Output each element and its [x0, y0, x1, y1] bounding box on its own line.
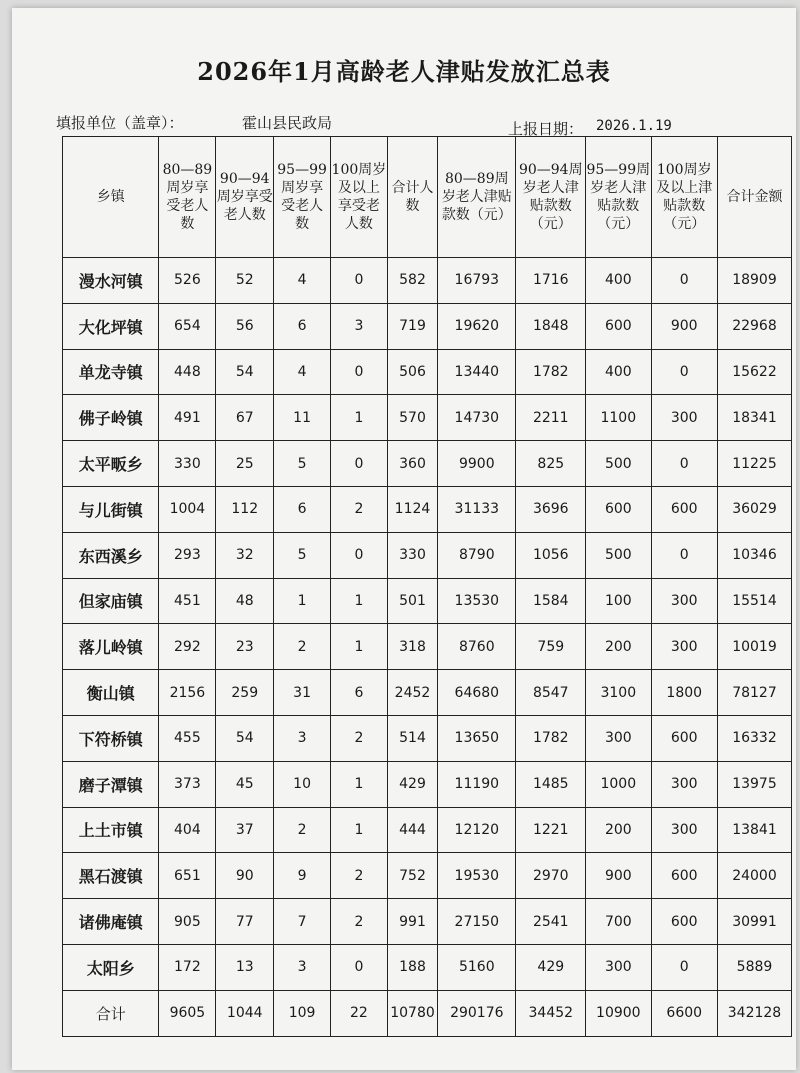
total-row	[63, 990, 792, 1036]
value-cell: 109	[274, 990, 331, 1036]
value-cell: 429	[516, 944, 586, 990]
town-name-cell: 上土市镇	[63, 807, 159, 853]
unit-label: 填报单位（盖章）：	[56, 114, 184, 132]
value-cell: 1485	[516, 761, 586, 807]
value-cell: 570	[387, 395, 437, 441]
value-cell: 3	[274, 715, 331, 761]
table-row	[63, 807, 792, 853]
town-name-cell: 下符桥镇	[63, 715, 159, 761]
value-cell: 4	[274, 349, 331, 395]
header-95-99-count: 95—99周岁享受老人数	[274, 137, 331, 258]
value-cell: 330	[159, 441, 216, 487]
value-cell: 23	[216, 624, 274, 670]
header-90-94-count: 90—94周岁享受老人数	[216, 137, 274, 258]
value-cell: 651	[159, 853, 216, 899]
value-cell: 7	[274, 899, 331, 945]
town-name-cell: 单龙寺镇	[63, 349, 159, 395]
value-cell: 1	[331, 578, 388, 624]
table-row	[63, 944, 792, 990]
value-cell: 27150	[438, 899, 516, 945]
table-row	[63, 303, 792, 349]
value-cell: 455	[159, 715, 216, 761]
value-cell: 1	[331, 807, 388, 853]
value-cell: 501	[387, 578, 437, 624]
value-cell: 52	[216, 258, 274, 304]
value-cell: 514	[387, 715, 437, 761]
value-cell: 54	[216, 715, 274, 761]
town-name-cell: 东西溪乡	[63, 532, 159, 578]
value-cell: 10019	[717, 624, 791, 670]
table-row	[63, 624, 792, 670]
table-row	[63, 899, 792, 945]
value-cell: 429	[387, 761, 437, 807]
value-cell: 1100	[586, 395, 651, 441]
value-cell: 24000	[717, 853, 791, 899]
header-100-plus-amount: 100周岁及以上津贴款数（元）	[651, 137, 717, 258]
town-name-cell: 佛子岭镇	[63, 395, 159, 441]
value-cell: 13841	[717, 807, 791, 853]
value-cell: 22	[331, 990, 388, 1036]
header-100-plus-count: 100周岁及以上享受老人数	[331, 137, 388, 258]
value-cell: 112	[216, 486, 274, 532]
value-cell: 0	[651, 944, 717, 990]
value-cell: 36029	[717, 486, 791, 532]
value-cell: 3100	[586, 670, 651, 716]
value-cell: 2	[331, 853, 388, 899]
table-row	[63, 441, 792, 487]
town-name-cell: 太阳乡	[63, 944, 159, 990]
value-cell: 188	[387, 944, 437, 990]
value-cell: 719	[387, 303, 437, 349]
value-cell: 600	[651, 853, 717, 899]
header-town: 乡镇	[63, 137, 159, 258]
value-cell: 9	[274, 853, 331, 899]
value-cell: 506	[387, 349, 437, 395]
report-date-value: 2026.1.19	[596, 118, 672, 134]
value-cell: 259	[216, 670, 274, 716]
value-cell: 16793	[438, 258, 516, 304]
value-cell: 600	[651, 486, 717, 532]
town-name-cell: 磨子潭镇	[63, 761, 159, 807]
value-cell: 2156	[159, 670, 216, 716]
table-row	[63, 532, 792, 578]
value-cell: 1782	[516, 349, 586, 395]
value-cell: 1044	[216, 990, 274, 1036]
town-name-cell: 黑石渡镇	[63, 853, 159, 899]
value-cell: 1	[331, 761, 388, 807]
value-cell: 10780	[387, 990, 437, 1036]
value-cell: 2970	[516, 853, 586, 899]
value-cell: 1848	[516, 303, 586, 349]
value-cell: 300	[651, 807, 717, 853]
value-cell: 0	[331, 532, 388, 578]
value-cell: 15514	[717, 578, 791, 624]
value-cell: 752	[387, 853, 437, 899]
value-cell: 48	[216, 578, 274, 624]
value-cell: 0	[651, 258, 717, 304]
value-cell: 1782	[516, 715, 586, 761]
value-cell: 5	[274, 441, 331, 487]
total-label-cell: 合计	[63, 990, 159, 1036]
town-name-cell: 大化坪镇	[63, 303, 159, 349]
value-cell: 5	[274, 532, 331, 578]
value-cell: 11190	[438, 761, 516, 807]
table-row	[63, 853, 792, 899]
value-cell: 18341	[717, 395, 791, 441]
value-cell: 900	[651, 303, 717, 349]
value-cell: 500	[586, 532, 651, 578]
town-name-cell: 漫水河镇	[63, 258, 159, 304]
value-cell: 444	[387, 807, 437, 853]
value-cell: 9900	[438, 441, 516, 487]
report-date-label: 上报日期：	[508, 120, 584, 138]
value-cell: 1221	[516, 807, 586, 853]
value-cell: 13	[216, 944, 274, 990]
value-cell: 18909	[717, 258, 791, 304]
header-80-89-count: 80—89周岁享受老人数	[159, 137, 216, 258]
document-sheet	[12, 8, 796, 1070]
value-cell: 3	[274, 944, 331, 990]
value-cell: 5889	[717, 944, 791, 990]
value-cell: 400	[586, 349, 651, 395]
value-cell: 8547	[516, 670, 586, 716]
value-cell: 700	[586, 899, 651, 945]
header-total-amount: 合计金额	[717, 137, 791, 258]
value-cell: 300	[651, 395, 717, 441]
value-cell: 90	[216, 853, 274, 899]
value-cell: 373	[159, 761, 216, 807]
value-cell: 78127	[717, 670, 791, 716]
value-cell: 1	[274, 578, 331, 624]
value-cell: 2452	[387, 670, 437, 716]
value-cell: 200	[586, 624, 651, 670]
value-cell: 22968	[717, 303, 791, 349]
value-cell: 451	[159, 578, 216, 624]
value-cell: 67	[216, 395, 274, 441]
value-cell: 300	[651, 624, 717, 670]
value-cell: 8760	[438, 624, 516, 670]
value-cell: 8790	[438, 532, 516, 578]
value-cell: 2	[331, 899, 388, 945]
value-cell: 13975	[717, 761, 791, 807]
header-95-99-amount: 95—99周岁老人津贴款数（元）	[586, 137, 651, 258]
value-cell: 0	[331, 944, 388, 990]
value-cell: 10	[274, 761, 331, 807]
value-cell: 292	[159, 624, 216, 670]
town-name-cell: 诸佛庵镇	[63, 899, 159, 945]
value-cell: 1124	[387, 486, 437, 532]
value-cell: 500	[586, 441, 651, 487]
table-row	[63, 670, 792, 716]
value-cell: 37	[216, 807, 274, 853]
value-cell: 1800	[651, 670, 717, 716]
value-cell: 1056	[516, 532, 586, 578]
value-cell: 13650	[438, 715, 516, 761]
value-cell: 2211	[516, 395, 586, 441]
value-cell: 448	[159, 349, 216, 395]
table-row	[63, 761, 792, 807]
value-cell: 825	[516, 441, 586, 487]
value-cell: 300	[586, 715, 651, 761]
value-cell: 6	[274, 303, 331, 349]
table-row	[63, 395, 792, 441]
town-name-cell: 但家庙镇	[63, 578, 159, 624]
value-cell: 1004	[159, 486, 216, 532]
value-cell: 2	[331, 715, 388, 761]
value-cell: 30991	[717, 899, 791, 945]
value-cell: 6	[331, 670, 388, 716]
table-row	[63, 486, 792, 532]
value-cell: 0	[331, 258, 388, 304]
header-90-94-amount: 90—94周岁老人津贴款数（元）	[516, 137, 586, 258]
value-cell: 2	[274, 624, 331, 670]
value-cell: 16332	[717, 715, 791, 761]
value-cell: 0	[651, 532, 717, 578]
value-cell: 10900	[586, 990, 651, 1036]
value-cell: 900	[586, 853, 651, 899]
header-total-count: 合计人数	[387, 137, 437, 258]
value-cell: 759	[516, 624, 586, 670]
value-cell: 1	[331, 624, 388, 670]
value-cell: 2	[274, 807, 331, 853]
value-cell: 0	[651, 349, 717, 395]
table-row	[63, 349, 792, 395]
value-cell: 905	[159, 899, 216, 945]
value-cell: 34452	[516, 990, 586, 1036]
value-cell: 491	[159, 395, 216, 441]
value-cell: 1584	[516, 578, 586, 624]
value-cell: 25	[216, 441, 274, 487]
value-cell: 9605	[159, 990, 216, 1036]
value-cell: 31133	[438, 486, 516, 532]
value-cell: 11	[274, 395, 331, 441]
value-cell: 0	[651, 441, 717, 487]
value-cell: 404	[159, 807, 216, 853]
value-cell: 200	[586, 807, 651, 853]
value-cell: 1716	[516, 258, 586, 304]
header-80-89-amount: 80—89周岁老人津贴款数（元）	[438, 137, 516, 258]
value-cell: 5160	[438, 944, 516, 990]
value-cell: 330	[387, 532, 437, 578]
value-cell: 77	[216, 899, 274, 945]
value-cell: 15622	[717, 349, 791, 395]
value-cell: 54	[216, 349, 274, 395]
value-cell: 293	[159, 532, 216, 578]
value-cell: 991	[387, 899, 437, 945]
table-row	[63, 258, 792, 304]
value-cell: 582	[387, 258, 437, 304]
table-row	[63, 715, 792, 761]
value-cell: 45	[216, 761, 274, 807]
unit-name: 霍山县民政局	[242, 114, 333, 132]
value-cell: 32	[216, 532, 274, 578]
value-cell: 6600	[651, 990, 717, 1036]
value-cell: 600	[586, 303, 651, 349]
value-cell: 600	[651, 899, 717, 945]
value-cell: 600	[651, 715, 717, 761]
town-name-cell: 太平畈乡	[63, 441, 159, 487]
subsidy-summary-table	[62, 136, 792, 1037]
value-cell: 13440	[438, 349, 516, 395]
value-cell: 10346	[717, 532, 791, 578]
value-cell: 19530	[438, 853, 516, 899]
value-cell: 300	[586, 944, 651, 990]
value-cell: 300	[651, 578, 717, 624]
value-cell: 526	[159, 258, 216, 304]
value-cell: 11225	[717, 441, 791, 487]
value-cell: 0	[331, 349, 388, 395]
value-cell: 0	[331, 441, 388, 487]
value-cell: 6	[274, 486, 331, 532]
value-cell: 4	[274, 258, 331, 304]
value-cell: 2	[331, 486, 388, 532]
value-cell: 360	[387, 441, 437, 487]
value-cell: 3	[331, 303, 388, 349]
value-cell: 13530	[438, 578, 516, 624]
value-cell: 64680	[438, 670, 516, 716]
value-cell: 3696	[516, 486, 586, 532]
town-name-cell: 衡山镇	[63, 670, 159, 716]
header-row	[63, 137, 792, 258]
value-cell: 342128	[717, 990, 791, 1036]
table-row	[63, 578, 792, 624]
value-cell: 12120	[438, 807, 516, 853]
value-cell: 100	[586, 578, 651, 624]
value-cell: 300	[651, 761, 717, 807]
value-cell: 400	[586, 258, 651, 304]
value-cell: 172	[159, 944, 216, 990]
value-cell: 14730	[438, 395, 516, 441]
value-cell: 654	[159, 303, 216, 349]
table-body	[63, 258, 792, 1037]
value-cell: 19620	[438, 303, 516, 349]
value-cell: 290176	[438, 990, 516, 1036]
document-title: 2026年1月高龄老人津贴发放汇总表	[197, 57, 611, 86]
value-cell: 56	[216, 303, 274, 349]
value-cell: 318	[387, 624, 437, 670]
value-cell: 31	[274, 670, 331, 716]
town-name-cell: 与儿街镇	[63, 486, 159, 532]
value-cell: 2541	[516, 899, 586, 945]
value-cell: 600	[586, 486, 651, 532]
value-cell: 1	[331, 395, 388, 441]
value-cell: 1000	[586, 761, 651, 807]
town-name-cell: 落儿岭镇	[63, 624, 159, 670]
